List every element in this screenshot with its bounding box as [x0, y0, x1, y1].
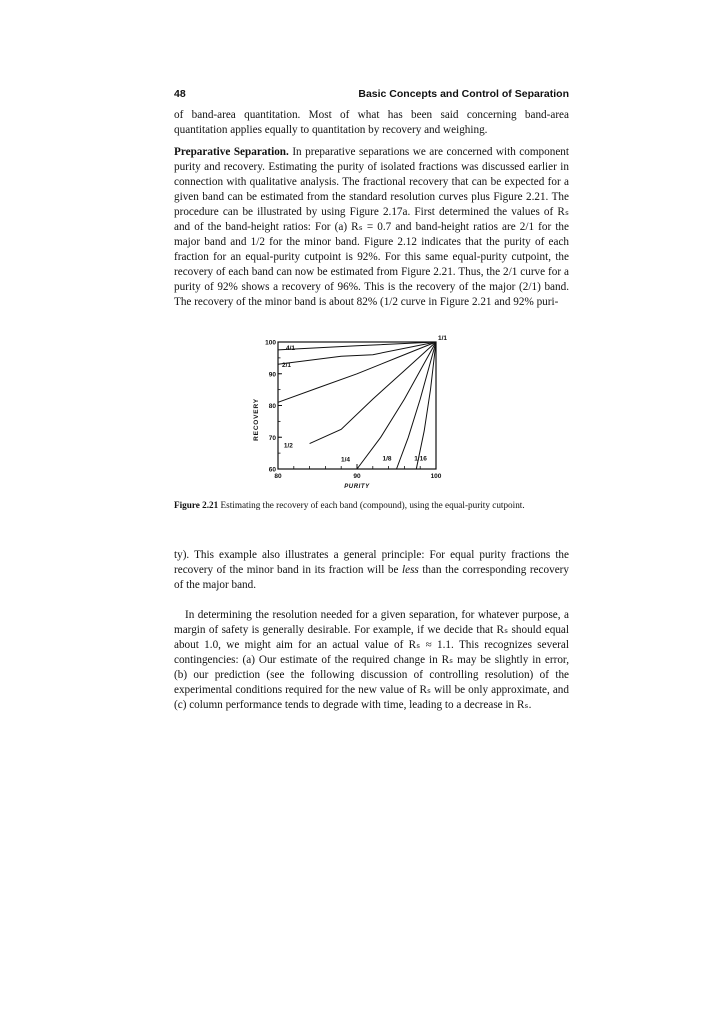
curve-label-1-8: 1/8: [382, 455, 392, 463]
curve-label-1-1: 1/1: [438, 335, 448, 342]
y-tick-label: 90: [268, 371, 276, 379]
x-tick-label: 80: [274, 473, 282, 480]
curve-label-1-2: 1/2: [283, 442, 293, 450]
curve-label-1-4: 1/4: [341, 456, 351, 464]
run-in-heading: Preparative Separation.: [174, 146, 289, 158]
curve-4-1: [278, 342, 436, 350]
paragraph-text: of band-area quantitation. Most of what has been said concerning band-area quantitation applies equally to quantitation by recovery and weighing.: [174, 109, 569, 136]
curve-label-2-1: 2/1: [282, 361, 292, 369]
curve-label-4-1: 4/1: [286, 344, 296, 352]
x-tick-label: 90: [353, 473, 361, 480]
curve-1-4: [357, 342, 436, 469]
chart-curves: [278, 342, 436, 469]
figure-caption: [174, 499, 569, 511]
curve-1-16: [416, 342, 436, 469]
y-tick-label: 80: [268, 403, 276, 410]
figure-label: Figure 2.21: [174, 500, 219, 510]
figure-caption-text: Estimating the recovery of each band (compound), using the equal-purity cutpoint.: [218, 500, 525, 510]
paragraph-continued: [174, 108, 569, 138]
recovery-purity-chart: [240, 326, 490, 501]
figure-2-21: [240, 326, 490, 501]
page-number: 48: [174, 88, 186, 100]
y-tick-label: 60: [268, 466, 276, 474]
y-tick-label: 70: [268, 434, 276, 442]
emphasis-text: less: [402, 564, 419, 576]
paragraph-resolution-margin: [174, 608, 569, 713]
x-tick-label: 100: [430, 473, 442, 480]
paragraph-body: [174, 548, 569, 593]
y-tick-label: 100: [265, 339, 276, 347]
x-axis-label: PURITY: [344, 484, 370, 490]
paragraph-body: [174, 145, 569, 310]
curve-1-1: [278, 342, 436, 402]
paragraph-text: In determining the resolution needed for a given separation, for whatever purpose, a margin of safety is generally desirable. For example, if we decide that Rₛ should equal about 1.0, we might aim for an actual value of Rₛ ≈ 1.1. This recognizes several contingencies: (a) Our estimate of the required change in Rₛ may be slightly in error, (b) our prediction (see the following discussion of controlling resolution) of the experimental conditions required for the new value of Rₛ will be only approximate, and (c) column performance tends to degrade with time, leading to a decrease in Rₛ.: [174, 609, 569, 711]
paragraph-text: than the corresponding recovery of the major band.: [174, 564, 569, 591]
curve-label-1-16: 1/16: [414, 455, 427, 463]
running-title: Basic Concepts and Control of Separation: [358, 88, 569, 100]
curve-1-2: [310, 342, 436, 444]
paragraph-preparative-separation: [174, 145, 569, 310]
curve-1-8: [397, 342, 437, 469]
paragraph-text: In preparative separations we are concerned with component purity and recovery. Estimating the purity of isolated fractions was discussed earlier in connection with qualitative analysis. The fractional recovery that can be expected for a given band can be estimated from the standard resolution curves plus Figure 2.21. The procedure can be illustrated by using Figure 2.17a. First determined the values of Rₛ and of the band-height ratios: For (a) Rₛ = 0.7 and band-height ratios are 2/1 for the major band and 1/2 for the minor band. Figure 2.12 indicates that the purity of each fraction for an equal-purity cutpoint is 92%. For this same equal-purity cutpoint, the recovery of each band can now be estimated from Figure 2.21. Thus, the 2/1 curve for a purity of 92% shows a recovery of 96%. This is the recovery of the major (2/1) band. The recovery of the minor band is about 82% (1/2 curve in Figure 2.21 and 92% puri-: [174, 146, 569, 308]
y-axis-label: RECOVERY: [253, 398, 260, 441]
running-header: [174, 88, 569, 102]
paragraph-text: ty). This example also illustrates a general principle: For equal purity fractions the recovery of the minor band in its fraction will be: [174, 549, 569, 576]
paragraph-continued-2: [174, 548, 569, 593]
